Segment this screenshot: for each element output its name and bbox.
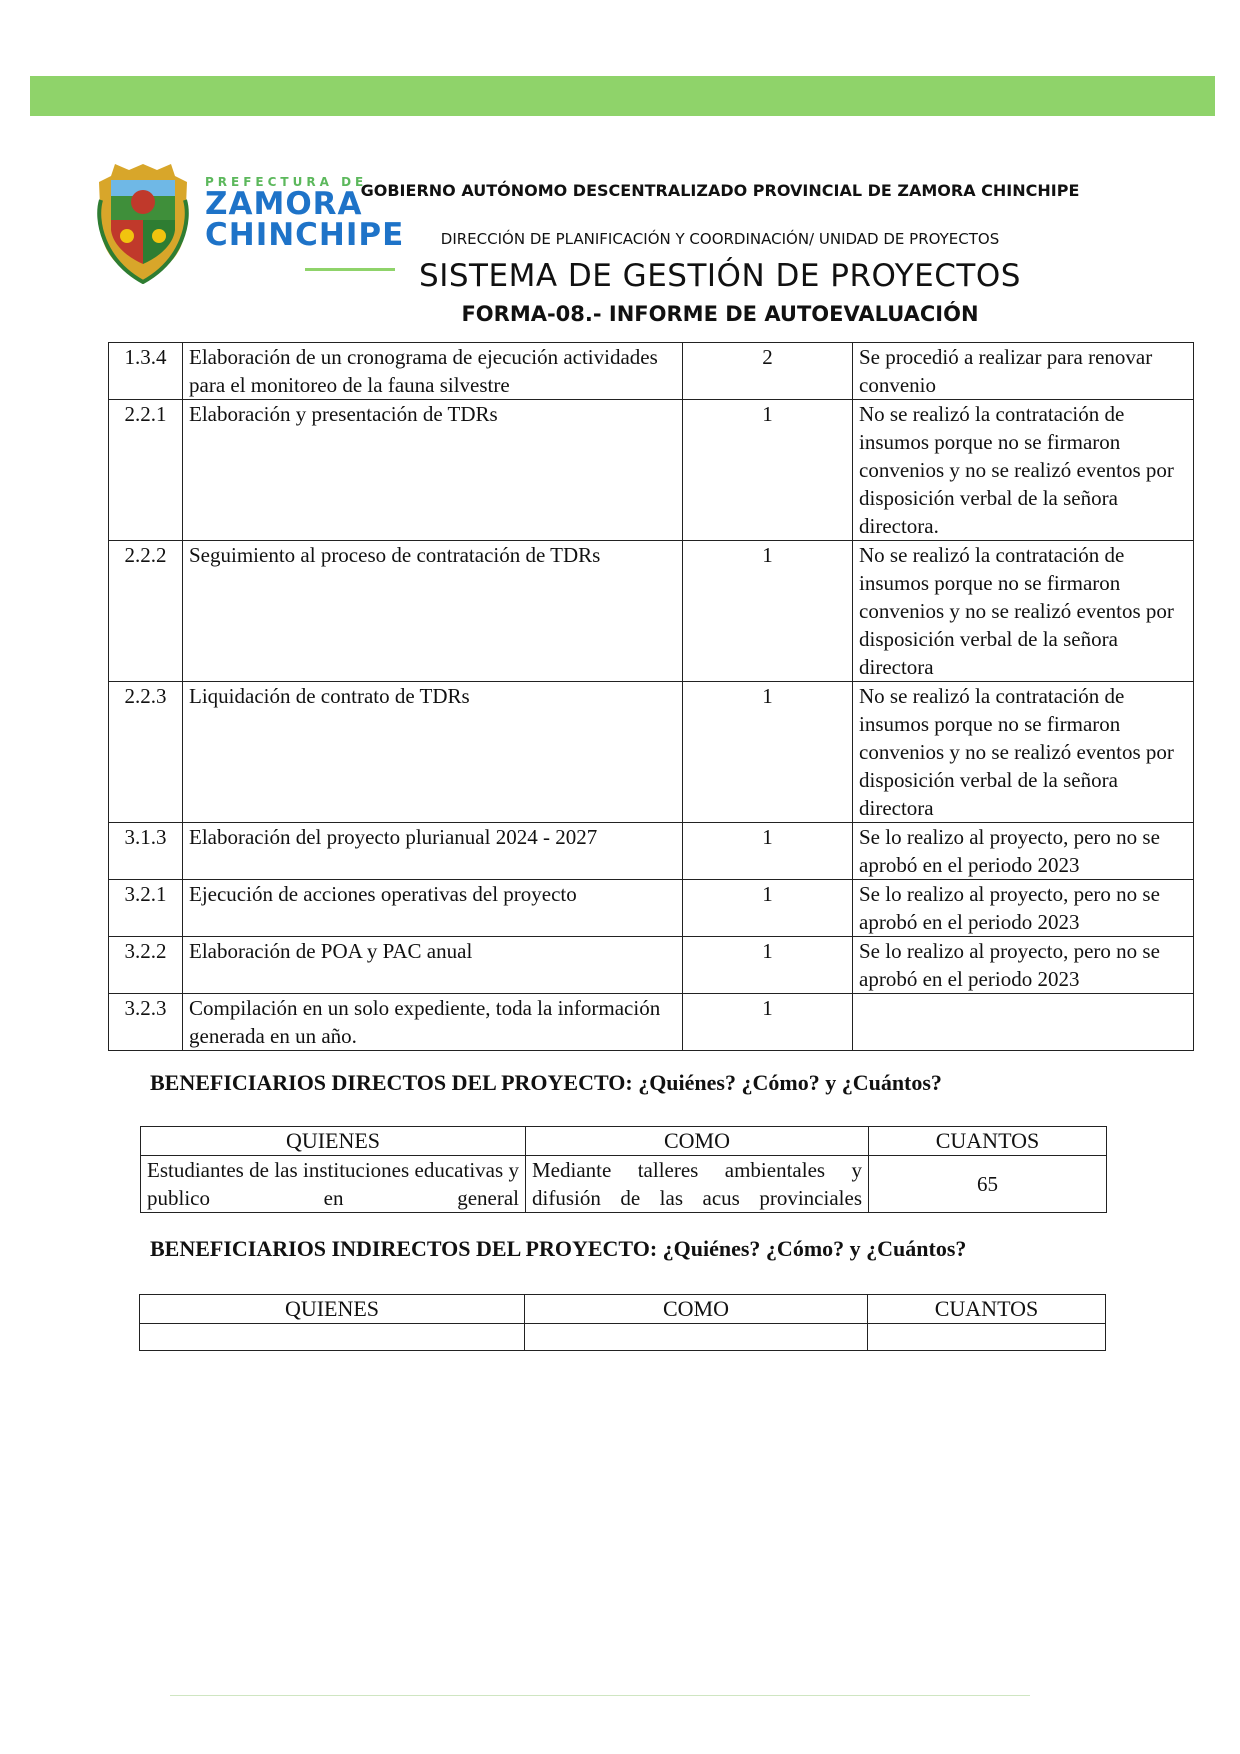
system-title: SISTEMA DE GESTIÓN DE PROYECTOS [419,258,1021,294]
beneficiary-who: Estudiantes de las instituciones educativas y publico en general [141,1156,526,1213]
observation-line: Se lo realizo al proyecto, pero no se [859,939,1160,963]
table-row [140,1324,1106,1351]
beneficiary-how: Mediante talleres ambientales y difusión de las acus provinciales [526,1156,869,1213]
activity-observation [853,400,1194,541]
observation-line: aprobó en el periodo 2023 [859,853,1080,877]
activity-code: 3.1.3 [109,823,183,880]
department: DIRECCIÓN DE PLANIFICACIÓN Y COORDINACIÓN/ UNIDAD DE PROYECTOS [440,230,1000,248]
table-row [109,541,1194,682]
activity-observation [853,994,1194,1051]
header-quienes: QUIENES [140,1295,525,1324]
beneficiary-count: 65 [869,1156,1107,1213]
org-title: GOBIERNO AUTÓNOMO DESCENTRALIZADO PROVINCIAL DE ZAMORA CHINCHIPE [360,181,1080,200]
activity-code: 3.2.3 [109,994,183,1051]
activity-observation [853,937,1194,994]
table-row [109,682,1194,823]
activity-description: Elaboración y presentación de TDRs [183,400,683,541]
empty-cell [868,1324,1106,1351]
activity-observation [853,682,1194,823]
observation-line: aprobó en el periodo 2023 [859,967,1080,991]
observation-line: Se procedió a realizar para renovar [859,345,1153,369]
header-cuantos: CUANTOS [869,1127,1107,1156]
direct-beneficiaries-title: BENEFICIARIOS DIRECTOS DEL PROYECTO: ¿Quiénes? ¿Cómo? y ¿Cuántos? [150,1070,942,1095]
activity-code: 3.2.2 [109,937,183,994]
activity-value: 1 [683,682,853,823]
observation-line: Se lo realizo al proyecto, pero no se [859,882,1160,906]
header-band [30,76,1215,116]
observation-line: directora. [859,514,939,538]
activity-value: 1 [683,400,853,541]
empty-cell [140,1324,525,1351]
observation-line: aprobó en el periodo 2023 [859,910,1080,934]
activity-observation [853,880,1194,937]
observation-line: directora [859,796,934,820]
activities-table [108,342,1194,1051]
observation-line: convenio [859,373,936,397]
observation-line: disposición verbal de la señora [859,486,1118,510]
observation-line: convenios y no se realizó eventos por [859,599,1174,623]
observation-line: convenios y no se realizó eventos por [859,458,1174,482]
observation-line: No se realizó la contratación de [859,684,1125,708]
observation-line: Se lo realizo al proyecto, pero no se [859,825,1160,849]
table-row [109,994,1194,1051]
activity-observation [853,823,1194,880]
activity-description: Ejecución de acciones operativas del proyecto [183,880,683,937]
brand-line1: ZAMORA [205,186,363,222]
activity-value: 1 [683,937,853,994]
activity-code: 1.3.4 [109,343,183,400]
activity-value: 2 [683,343,853,400]
observation-line: disposición verbal de la señora [859,627,1118,651]
activity-description: Compilación en un solo expediente, toda la información generada en un año. [183,994,683,1051]
observation-line: insumos porque no se firmaron [859,712,1121,736]
activity-description: Elaboración de un cronograma de ejecución actividades para el monitoreo de la fauna silvestre [183,343,683,400]
activity-description: Elaboración de POA y PAC anual [183,937,683,994]
indirect-beneficiaries-title: BENEFICIARIOS INDIRECTOS DEL PROYECTO: ¿Quiénes? ¿Cómo? y ¿Cuántos? [150,1236,967,1261]
observation-line: No se realizó la contratación de [859,543,1125,567]
observation-line: disposición verbal de la señora [859,768,1118,792]
activity-code: 2.2.2 [109,541,183,682]
table-row [109,400,1194,541]
activity-value: 1 [683,823,853,880]
table-row [109,343,1194,400]
empty-cell [525,1324,868,1351]
table-row [109,880,1194,937]
indirect-beneficiaries-table [139,1294,1106,1351]
table-row [109,823,1194,880]
activity-value: 1 [683,541,853,682]
activity-code: 3.2.1 [109,880,183,937]
observation-line: directora [859,655,934,679]
activity-code: 2.2.1 [109,400,183,541]
header-como: COMO [526,1127,869,1156]
coat-of-arms-logo [95,160,191,284]
header-cuantos: CUANTOS [868,1295,1106,1324]
observation-line: insumos porque no se firmaron [859,430,1121,454]
direct-beneficiaries-table [140,1126,1107,1213]
activity-observation [853,541,1194,682]
table-row [141,1156,1107,1213]
activity-description: Liquidación de contrato de TDRs [183,682,683,823]
form-title: FORMA-08.- INFORME DE AUTOEVALUACIÓN [461,302,979,326]
brand-small: PREFECTURA DE [205,175,368,189]
activity-value: 1 [683,880,853,937]
observation-line: No se realizó la contratación de [859,402,1125,426]
observation-line: convenios y no se realizó eventos por [859,740,1174,764]
activity-description: Seguimiento al proceso de contratación de TDRs [183,541,683,682]
header-quienes: QUIENES [141,1127,526,1156]
observation-line: insumos porque no se firmaron [859,571,1121,595]
activity-description: Elaboración del proyecto plurianual 2024 - 2027 [183,823,683,880]
header-como: COMO [525,1295,868,1324]
brand-line2: CHINCHIPE [205,217,405,253]
activity-observation [853,343,1194,400]
activity-value: 1 [683,994,853,1051]
activity-code: 2.2.3 [109,682,183,823]
footer-line [170,1695,1030,1696]
table-row [109,937,1194,994]
